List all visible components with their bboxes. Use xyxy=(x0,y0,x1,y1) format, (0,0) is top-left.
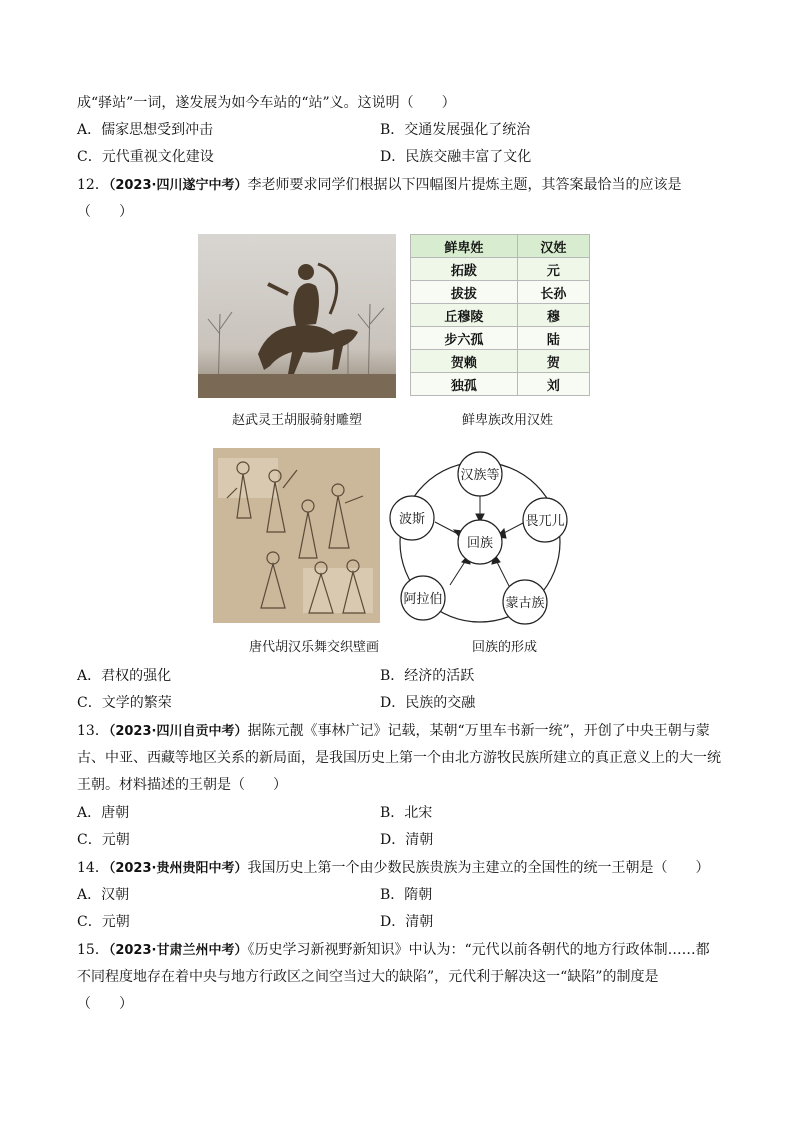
table-row xyxy=(411,373,590,396)
question-12-stem xyxy=(77,175,727,196)
mural-image xyxy=(213,448,380,623)
question-source: （2023·贵州贵阳中考） xyxy=(108,861,248,876)
caption-statue: 赵武灵王胡服骑射雕塑 xyxy=(232,413,363,428)
caption-mural: 唐代胡汉乐舞交织壁画 xyxy=(249,640,380,655)
diagram-node-label: 阿拉伯 xyxy=(403,592,443,607)
question-source: （2023·四川自贡中考） xyxy=(108,724,248,739)
question-number: 15． xyxy=(77,942,109,958)
table-cell: 步六孤 xyxy=(411,327,518,350)
question-13-line2: 古、中亚、西藏等地区关系的新局面，是我国历史上第一个由北方游牧民族所建立的真正意义上的大一统 xyxy=(77,750,721,766)
q13-option-c[interactable]: C．元朝 xyxy=(77,832,130,848)
diagram-node-label: 汉族等 xyxy=(460,468,500,483)
mural-drawing xyxy=(213,448,380,623)
question-source: （2023·甘肃兰州中考） xyxy=(108,943,248,958)
q12-option-c[interactable]: C．文学的繁荣 xyxy=(77,695,172,711)
question-source: （2023·四川遂宁中考） xyxy=(108,178,248,193)
question-text: 《历史学习新视野新知识》中认为：“元代以前各朝代的地方行政体制……都 xyxy=(247,942,710,958)
table-cell: 刘 xyxy=(517,373,589,396)
caption-hui: 回族的形成 xyxy=(472,640,538,655)
statue-image xyxy=(198,234,396,398)
table-cell: 拔拔 xyxy=(411,281,518,304)
header-xianbei: 鲜卑姓 xyxy=(411,235,518,258)
q12-option-b[interactable]: B．经济的活跃 xyxy=(380,668,475,684)
header-han: 汉姓 xyxy=(517,235,589,258)
hui-formation-diagram xyxy=(380,450,580,630)
table-cell: 贺 xyxy=(517,350,589,373)
table-cell: 元 xyxy=(517,258,589,281)
table-row xyxy=(411,258,590,281)
table-row xyxy=(411,350,590,373)
table-cell: 长孙 xyxy=(517,281,589,304)
q14-option-d[interactable]: D．清朝 xyxy=(380,914,434,930)
q12-option-d[interactable]: D．民族的交融 xyxy=(380,695,476,711)
table-row xyxy=(411,304,590,327)
q11-option-d[interactable]: D．民族交融丰富了文化 xyxy=(380,149,532,165)
question-13-stem xyxy=(77,721,727,742)
q13-option-d[interactable]: D．清朝 xyxy=(380,832,434,848)
question-15-line2: 不同程度地存在着中央与地方行政区之间空当过大的缺陷”，元代利于解决这一“缺陷”的制度是 xyxy=(77,969,659,985)
table-row xyxy=(411,327,590,350)
question-13-line3: 王朝。材料描述的王朝是（ ） xyxy=(77,777,287,793)
question-number: 13． xyxy=(77,723,109,739)
table-cell: 拓跋 xyxy=(411,258,518,281)
caption-surname: 鲜卑族改用汉姓 xyxy=(462,413,554,428)
surname-table xyxy=(410,234,590,396)
diagram-node-label: 畏兀儿 xyxy=(525,514,565,529)
q14-option-c[interactable]: C．元朝 xyxy=(77,914,130,930)
question-11-stem-tail: 成“驿站”一词，遂发展为如今车站的“站”义。这说明（ ） xyxy=(77,95,456,111)
table-row xyxy=(411,281,590,304)
table-cell: 陆 xyxy=(517,327,589,350)
question-14-stem xyxy=(77,858,727,879)
question-number: 12． xyxy=(77,177,109,193)
question-text: 据陈元靓《事林广记》记载，某朝“万里车书新一统”，开创了中央王朝与蒙 xyxy=(247,723,710,739)
table-cell: 独孤 xyxy=(411,373,518,396)
diagram-node-label: 蒙古族 xyxy=(505,596,545,611)
question-12-paren: （ ） xyxy=(77,204,133,220)
table-cell: 丘穆陵 xyxy=(411,304,518,327)
diagram-node-label: 波斯 xyxy=(398,512,426,527)
q12-option-a[interactable]: A．君权的强化 xyxy=(77,668,172,684)
question-15-stem xyxy=(77,940,727,961)
q13-option-a[interactable]: A．唐朝 xyxy=(77,805,130,821)
q11-option-b[interactable]: B．交通发展强化了统治 xyxy=(380,122,531,138)
statue-photo xyxy=(198,234,396,398)
q11-option-c[interactable]: C．元代重视文化建设 xyxy=(77,149,214,165)
table-cell: 穆 xyxy=(517,304,589,327)
question-15-paren: （ ） xyxy=(77,996,133,1012)
q11-option-a[interactable]: A．儒家思想受到冲击 xyxy=(77,122,214,138)
q14-option-a[interactable]: A．汉朝 xyxy=(77,887,130,903)
diagram-center-label: 回族 xyxy=(466,536,494,551)
q14-option-b[interactable]: B．隋朝 xyxy=(380,887,433,903)
question-text: 李老师要求同学们根据以下四幅图片提炼主题，其答案最恰当的应该是 xyxy=(247,177,682,193)
question-text: 我国历史上第一个由少数民族贵族为主建立的全国性的统一王朝是（ ） xyxy=(247,860,710,876)
table-cell: 贺赖 xyxy=(411,350,518,373)
table-header-row xyxy=(411,235,590,258)
q13-option-b[interactable]: B．北宋 xyxy=(380,805,433,821)
question-number: 14． xyxy=(77,860,109,876)
